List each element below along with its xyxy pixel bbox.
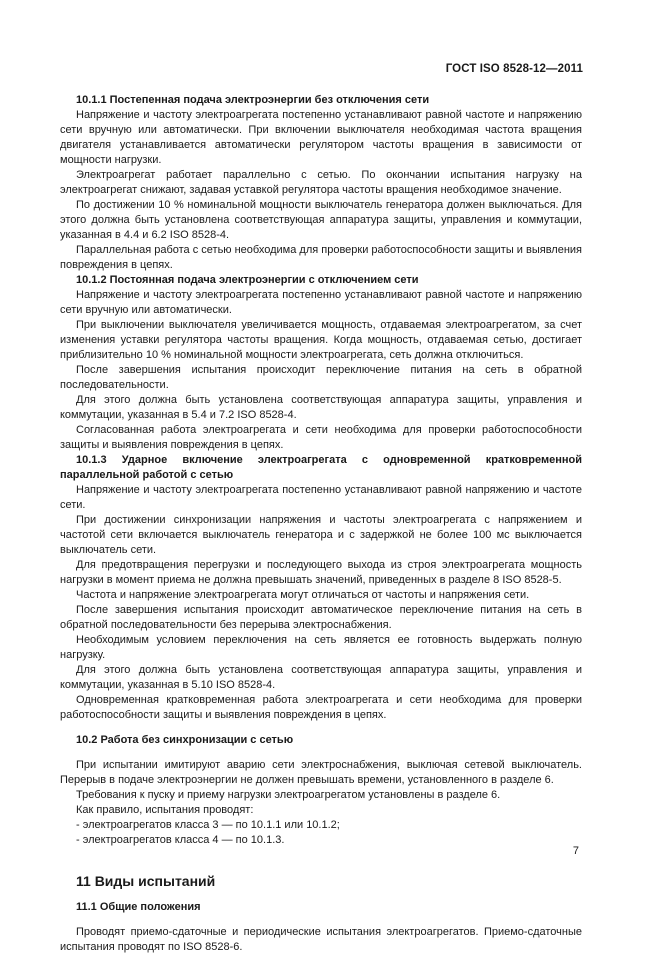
- paragraph: Как правило, испытания проводят:: [76, 804, 254, 816]
- list-item: - электроагрегатов класса 4 — по 10.1.3.: [76, 834, 285, 846]
- paragraph: При выключении выключателя увеличивается мощность, отдаваемая электроагрегатом, за счет изменения уставки регулятора частоты вращения. Когда мощность, отдаваемая сетью, достигает приблизительно 10 % номинальной мощности электроагрегата, сеть должна отключиться.: [60, 319, 582, 361]
- paragraph: Частота и напряжение электроагрегата могут отличаться от частоты и напряжения сети.: [76, 589, 530, 601]
- paragraph: Напряжение и частоту электроагрегата постепенно устанавливают равной частоте и напряжению сети вручную или автоматически.: [60, 289, 582, 316]
- paragraph: При достижении синхронизации напряжения и частоты электроагрегата с напряжением и частотой сети включается выключатель генератора и с задержкой не более 100 мс выключается выключатель сети.: [60, 514, 582, 556]
- paragraph: После завершения испытания происходит автоматическое переключение питания на сеть в обратной последовательности без перерыва электроснабжения.: [60, 604, 582, 631]
- paragraph: Для этого должна быть установлена соответствующая аппаратура защиты, управления и коммутации, указанная в 5.4 и 7.2 ISO 8528-4.: [60, 394, 582, 421]
- paragraph: Для этого должна быть установлена соответствующая аппаратура защиты, управления и коммутации, указанная в 5.10 ISO 8528-4.: [60, 664, 582, 691]
- page-number: 7: [572, 845, 579, 857]
- paragraph: Напряжение и частоту электроагрегата постепенно устанавливают равной напряжению и частоте сети.: [60, 484, 582, 511]
- section-heading-10-1-1: 10.1.1 Постепенная подача электроэнергии без отключения сети: [76, 94, 430, 106]
- paragraph: Требования к пуску и приему нагрузки электроагрегатом установлены в разделе 6.: [76, 789, 501, 801]
- document-body: [60, 93, 582, 955]
- section-heading-10-1-2: 10.1.2 Постоянная подача электроэнергии с отключением сети: [76, 274, 419, 286]
- section-heading-10-2: 10.2 Работа без синхронизации с сетью: [76, 734, 294, 746]
- section-heading-11-1: 11.1 Общие положения: [76, 901, 201, 913]
- paragraph: При испытании имитируют аварию сети электроснабжения, выключая сетевой выключатель. Перерыв в подаче электроэнергии не должен превышать времени, установленного в разделе 6.: [60, 759, 582, 786]
- paragraph: Проводят приемо-сдаточные и периодические испытания электроагрегатов. Приемо-сдаточные испытания проводят по ISO 8528-6.: [60, 926, 582, 953]
- paragraph: Одновременная кратковременная работа электроагрегата и сети необходима для проверки работоспособности защиты и выявления повреждения в цепях.: [60, 694, 582, 721]
- section-heading-10-1-3: 10.1.3 Ударное включение электроагрегата с одновременной кратковременной параллельной работой с сетью: [60, 454, 582, 481]
- paragraph: Необходимым условием переключения на сеть является ее готовность выдержать полную нагрузку.: [60, 634, 582, 661]
- paragraph: Для предотвращения перегрузки и последующего выхода из строя электроагрегата мощность нагрузки в момент приема не должна превышать значений, приведенных в разделе 8 ISO 8528-5.: [60, 559, 582, 586]
- paragraph: Напряжение и частоту электроагрегата постепенно устанавливают равной частоте и напряжению сети вручную или автоматически. При включении выключателя необходимая частота вращения двигателя устанавливается автоматически регулятором частоты вращения в зависимости от мощности нагрузки.: [60, 109, 582, 166]
- paragraph: Электроагрегат работает параллельно с сетью. По окончании испытания нагрузку на электроагрегат снижают, задавая уставкой регулятора частоты вращения необходимое значение.: [60, 169, 582, 196]
- paragraph: Параллельная работа с сетью необходима для проверки работоспособности защиты и выявления повреждения в цепях.: [60, 244, 582, 271]
- paragraph: После завершения испытания происходит переключение питания на сеть в обратной последовательности.: [60, 364, 582, 391]
- paragraph: Согласованная работа электроагрегата и сети необходима для проверки работоспособности защиты и выявления повреждения в цепях.: [60, 424, 582, 451]
- list-item: - электроагрегатов класса 3 — по 10.1.1 или 10.1.2;: [76, 819, 340, 831]
- paragraph: По достижении 10 % номинальной мощности выключатель генератора должен выключаться. Для этого должна быть установлена соответствующая аппаратура защиты, управления и коммутации, указанная в 4.4 и 6.2 ISO 8528-4.: [60, 199, 582, 241]
- section-heading-11: 11 Виды испытаний: [76, 873, 216, 889]
- document-code-header: ГОСТ ISO 8528-12—2011: [445, 63, 583, 75]
